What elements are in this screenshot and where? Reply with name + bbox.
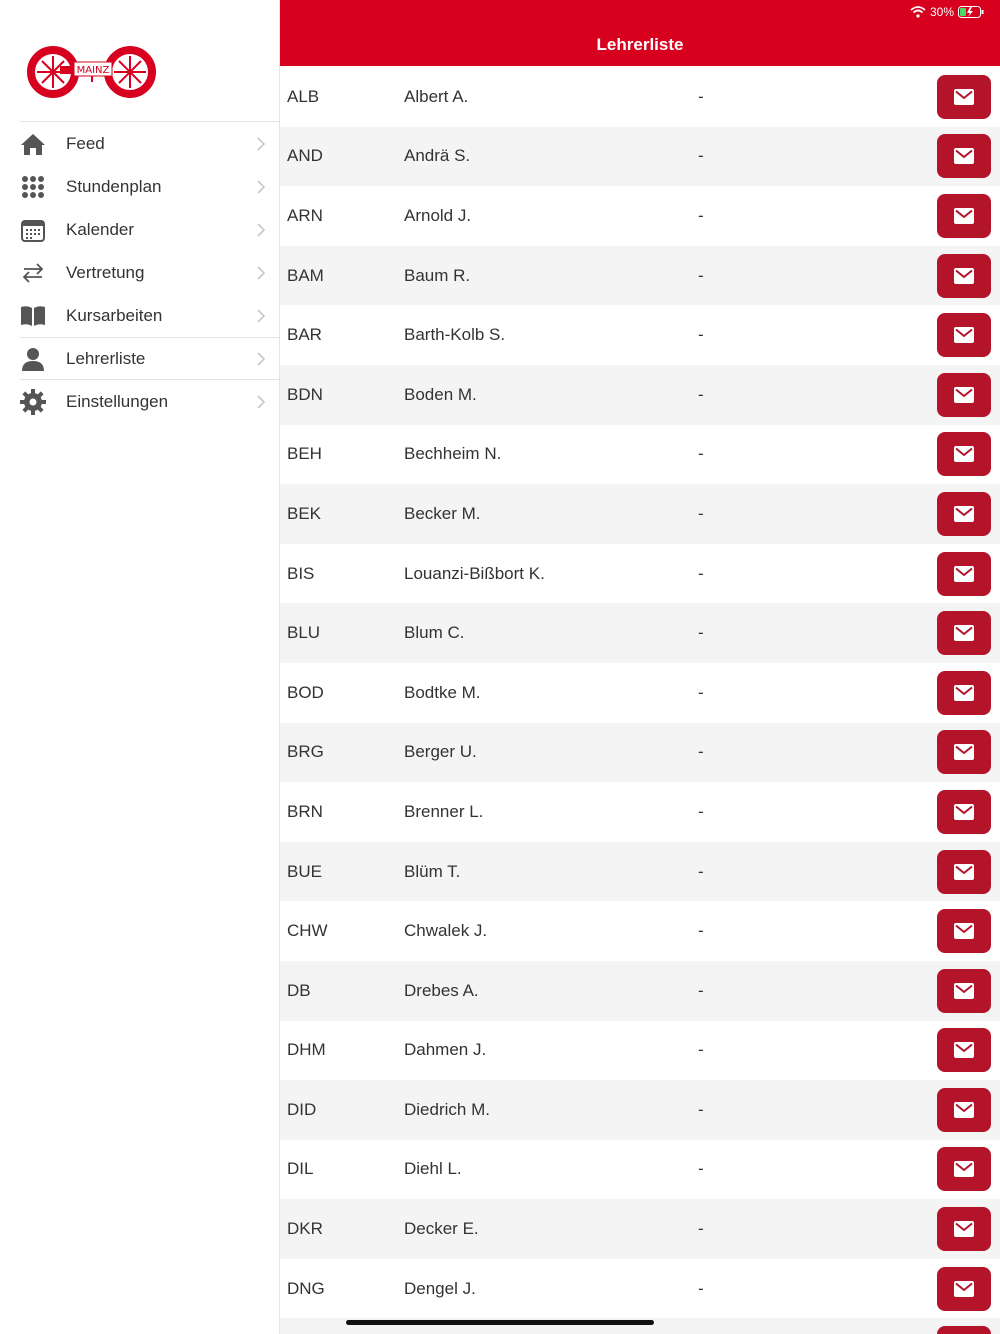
table-row[interactable]: [280, 1199, 1000, 1259]
mail-icon: [954, 89, 974, 105]
teacher-code: BAM: [287, 265, 324, 285]
teacher-info: -: [698, 861, 704, 881]
email-button[interactable]: [937, 1028, 991, 1072]
page-title: Lehrerliste: [596, 35, 684, 54]
teacher-name: Dengel J.: [404, 1278, 476, 1298]
email-button[interactable]: [937, 552, 991, 596]
teacher-info: -: [698, 86, 704, 106]
teacher-code: BEK: [287, 503, 322, 523]
teacher-info: -: [698, 1278, 704, 1298]
table-row[interactable]: [280, 305, 1000, 365]
teacher-name: Albert A.: [404, 86, 469, 106]
mail-icon: [954, 685, 974, 701]
table-row[interactable]: [280, 1140, 1000, 1200]
teacher-code: AND: [287, 146, 323, 166]
email-button[interactable]: [937, 75, 991, 119]
email-button[interactable]: [937, 1147, 991, 1191]
teacher-info: -: [698, 146, 704, 166]
email-button[interactable]: [937, 850, 991, 894]
home-indicator[interactable]: [346, 1320, 654, 1325]
svg-text:MAINZ: MAINZ: [76, 65, 110, 76]
teacher-info: -: [698, 563, 704, 583]
teacher-info: -: [698, 1040, 704, 1060]
chevron-right-icon: [256, 137, 266, 151]
teacher-name: Chwalek J.: [404, 921, 488, 941]
teacher-code: BUE: [287, 861, 322, 881]
teacher-info: -: [698, 1099, 704, 1119]
teacher-name: Brenner L.: [404, 801, 484, 821]
sidebar-item-label: Feed: [66, 133, 105, 153]
teacher-name: Arnold J.: [404, 205, 472, 225]
mail-icon: [954, 148, 974, 164]
main-content: [280, 0, 1000, 1334]
teacher-info: -: [698, 325, 704, 345]
table-row[interactable]: [280, 1259, 1000, 1319]
mail-icon: [954, 983, 974, 999]
email-button[interactable]: [937, 492, 991, 536]
sidebar-item-einstellungen[interactable]: [20, 380, 280, 423]
sidebar-item-feed[interactable]: [20, 122, 280, 165]
mail-icon: [954, 625, 974, 641]
teacher-code: ARN: [287, 205, 323, 225]
teacher-info: -: [698, 742, 704, 762]
mail-icon: [954, 208, 974, 224]
chevron-right-icon: [256, 395, 266, 409]
teacher-name: Diedrich M.: [404, 1099, 490, 1119]
mail-icon: [954, 1161, 974, 1177]
teacher-code: BAR: [287, 325, 322, 345]
sidebar-item-label: Lehrerliste: [66, 348, 146, 368]
teacher-info: -: [698, 1159, 704, 1179]
table-row[interactable]: [280, 246, 1000, 306]
sidebar-item-stundenplan[interactable]: [20, 165, 280, 208]
table-row[interactable]: [280, 186, 1000, 246]
teacher-name: Drebes A.: [404, 980, 479, 1000]
mail-icon: [954, 268, 974, 284]
mail-icon: [954, 446, 974, 462]
battery-charging-icon: [958, 6, 984, 18]
teacher-info: -: [698, 384, 704, 404]
email-button[interactable]: [937, 134, 991, 178]
teacher-code: DB: [287, 980, 311, 1000]
teacher-code: BIS: [287, 563, 315, 583]
chevron-right-icon: [256, 309, 266, 323]
mail-icon: [954, 804, 974, 820]
sidebar-item-label: Einstellungen: [66, 391, 169, 411]
teacher-code: DHM: [287, 1040, 326, 1060]
table-row[interactable]: [280, 127, 1000, 187]
mail-icon: [954, 327, 974, 343]
teacher-info: -: [698, 682, 704, 702]
email-button[interactable]: [937, 254, 991, 298]
teacher-code: DNG: [287, 1278, 325, 1298]
teacher-name: Baum R.: [404, 265, 471, 285]
teacher-info: -: [698, 205, 704, 225]
sidebar-item-label: Stundenplan: [66, 176, 162, 196]
teacher-code: BRN: [287, 801, 323, 821]
grid-icon: [20, 174, 46, 200]
email-button[interactable]: [937, 1207, 991, 1251]
teacher-code: BDN: [287, 384, 323, 404]
table-row[interactable]: [280, 365, 1000, 425]
mail-icon: [954, 923, 974, 939]
email-button[interactable]: [937, 1088, 991, 1132]
calendar-icon: [20, 217, 46, 243]
email-button[interactable]: [937, 909, 991, 953]
teacher-info: -: [698, 801, 704, 821]
mail-icon: [954, 1042, 974, 1058]
teacher-name: Bodtke M.: [404, 682, 481, 702]
status-bar: [910, 5, 984, 19]
teacher-list: [280, 67, 1000, 1334]
email-button[interactable]: [937, 1267, 991, 1311]
sidebar-item-vertretung[interactable]: [20, 251, 280, 294]
sidebar-item-label: Vertretung: [66, 262, 145, 282]
teacher-code: DID: [287, 1099, 317, 1119]
chevron-right-icon: [256, 266, 266, 280]
email-button[interactable]: [937, 790, 991, 834]
email-button[interactable]: [937, 194, 991, 238]
sidebar-nav: [20, 121, 280, 423]
teacher-code: CHW: [287, 921, 328, 941]
person-icon: [20, 346, 46, 372]
chevron-right-icon: [256, 352, 266, 366]
email-button[interactable]: [937, 313, 991, 357]
table-row[interactable]: [280, 1080, 1000, 1140]
mail-icon: [954, 1221, 974, 1237]
mail-icon: [954, 506, 974, 522]
email-button[interactable]: [937, 1326, 991, 1334]
sidebar-item-kalender[interactable]: [20, 208, 280, 251]
teacher-name: Blüm T.: [404, 861, 461, 881]
book-icon: [20, 303, 46, 329]
teacher-code: DKR: [287, 1219, 323, 1239]
teacher-name: Berger U.: [404, 742, 477, 762]
teacher-info: -: [698, 980, 704, 1000]
email-button[interactable]: [937, 611, 991, 655]
teacher-name: Dahmen J.: [404, 1040, 487, 1060]
table-row[interactable]: [280, 723, 1000, 783]
teacher-info: -: [698, 921, 704, 941]
wifi-icon: [910, 6, 926, 18]
swap-icon: [20, 260, 46, 286]
teacher-info: -: [698, 444, 704, 464]
sidebar-item-kursarbeiten[interactable]: [20, 294, 280, 337]
teacher-info: -: [698, 265, 704, 285]
teacher-info: -: [698, 503, 704, 523]
teacher-name: Boden M.: [404, 384, 477, 404]
teacher-code: DIL: [287, 1159, 314, 1179]
teacher-code: BEH: [287, 444, 322, 464]
mail-icon: [954, 1281, 974, 1297]
teacher-name: Blum C.: [404, 623, 465, 643]
teacher-info: -: [698, 1219, 704, 1239]
teacher-name: Bechheim N.: [404, 444, 502, 464]
gear-icon: [20, 389, 46, 415]
email-button[interactable]: [937, 730, 991, 774]
email-button[interactable]: [937, 671, 991, 715]
table-row[interactable]: [280, 842, 1000, 902]
sidebar-item-lehrerliste[interactable]: [20, 337, 280, 380]
teacher-name: Barth-Kolb S.: [404, 325, 506, 345]
table-row[interactable]: [280, 603, 1000, 663]
email-button[interactable]: [937, 432, 991, 476]
chevron-right-icon: [256, 180, 266, 194]
navigation-bar: [280, 0, 1000, 66]
teacher-name: Becker M.: [404, 503, 481, 523]
table-row[interactable]: [280, 484, 1000, 544]
mail-icon: [954, 566, 974, 582]
table-row[interactable]: [280, 663, 1000, 723]
mail-icon: [954, 744, 974, 760]
teacher-code: BRG: [287, 742, 324, 762]
teacher-info: -: [698, 623, 704, 643]
email-button[interactable]: [937, 373, 991, 417]
mail-icon: [954, 864, 974, 880]
chevron-right-icon: [256, 223, 266, 237]
teacher-name: Louanzi-Bißbort K.: [404, 563, 545, 583]
teacher-name: Decker E.: [404, 1219, 479, 1239]
sidebar: [0, 0, 280, 1334]
table-row[interactable]: [280, 961, 1000, 1021]
mail-icon: [954, 1102, 974, 1118]
school-logo: [26, 44, 158, 100]
teacher-code: ALB: [287, 86, 320, 106]
teacher-code: BOD: [287, 682, 324, 702]
table-row[interactable]: [280, 782, 1000, 842]
sidebar-item-label: Kalender: [66, 219, 135, 239]
table-row[interactable]: [280, 1021, 1000, 1081]
home-icon: [20, 131, 46, 157]
teacher-code: BLU: [287, 623, 321, 643]
table-row[interactable]: [280, 67, 1000, 127]
table-row[interactable]: [280, 425, 1000, 485]
sidebar-item-label: Kursarbeiten: [66, 305, 163, 325]
teacher-name: Andrä S.: [404, 146, 471, 166]
teacher-name: Diehl L.: [404, 1159, 462, 1179]
table-row[interactable]: [280, 544, 1000, 604]
mail-icon: [954, 387, 974, 403]
table-row[interactable]: [280, 901, 1000, 961]
email-button[interactable]: [937, 969, 991, 1013]
battery-percent: 30%: [929, 5, 954, 19]
